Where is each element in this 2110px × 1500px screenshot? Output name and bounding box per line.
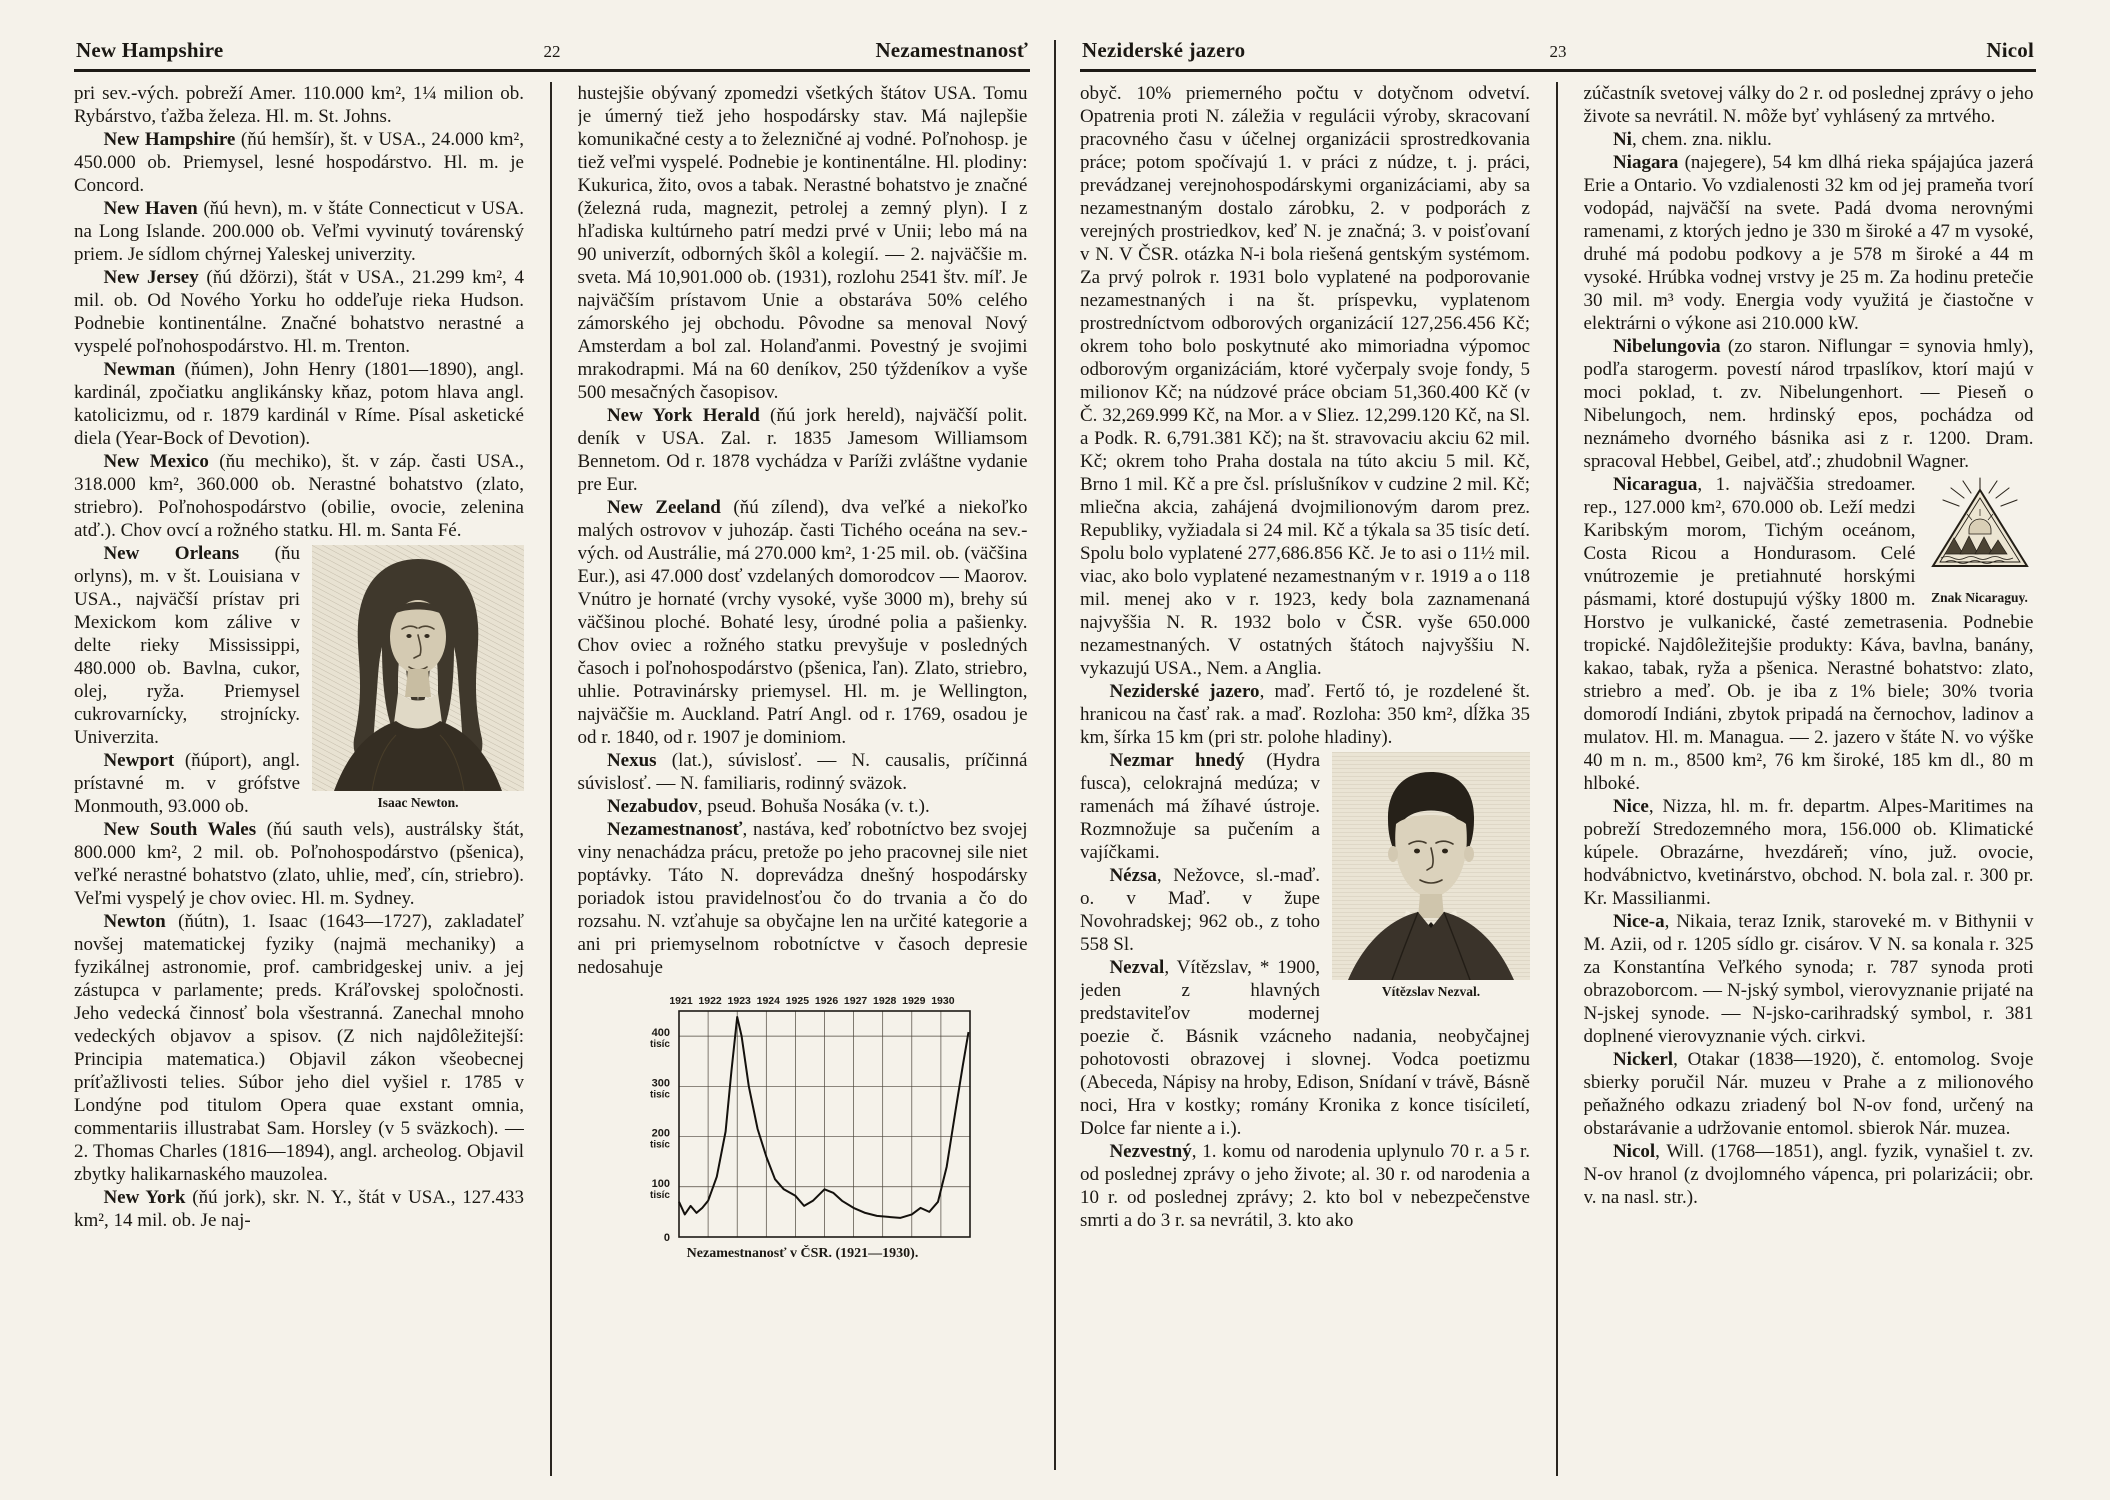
entry-paragraph: Nezabudov, pseud. Bohuša Nosáka (v. t.). <box>606 796 930 817</box>
entry-paragraph: Nicaragua, 1. najväčšia stredoamer. rep., 127.000 km², 670.000 ob. Leží medzi Karibským morom, Tichým oceánom, Costa Ricou a Hondurasom. Celé vnútrozemie je pretiahnuté horskými pásmami, ktoré dostupujú výšky 1800 m. Horstvo je vulkanické, časté zemetrasenia. Podnebie tropické. Najdôležitejšie produkty: Káva, bavlna, banány, kakao, tabak, ryža a pšenica. Nerastné bohatstvo: zlato, striebro a meď. Ob. je iba z 1% biele; 30% tvoria domorodí Indiáni, zbytok pripadá na černochov, ladinov a mulatov. Hl. m. Managua. — 2. jazero v štáte N. vo výške 40 m n. m., 8500 km², 76 km široké, 185 km dl., 80 m hlboké. <box>1583 474 2034 794</box>
entry-paragraph: New Haven (ňú hevn), m. v štáte Connecticut v USA. na Long Islande. 200.000 ob. Veľmi vyvinutý továrenský priem. Je sídlom chýrnej Yaleskej univerzity. <box>74 198 524 265</box>
entry-paragraph: obyč. 10% priemerného počtu v dotyčnom odvetví. Opatrenia proti N. záležia v regulácii výroby, skracovaní pracovného času v účelnej organizácii sprostredkovania práce; potom spočívajú 1. v práci z núdze, t. j. práci, prevádzanej verejnohospodárskymi organizáciami, aby sa nezamestnaným dostalo zárobku, 2. v podporách z verejných prostriedkov, keď N. je značná; 3. v poisťovaní v N. V ČSR. otázka N-i bola riešená gentským systémom. Za prvý polrok r. 1931 bolo vyplatené na podporovanie nezamestnaných i na št. príspevku, vyplatenom prostredníctvom odborových organizácií 127,256.456 Kč; okrem toho bolo poskytnuté ako mimoriadna výpomoc odborovým organizáciám, ktoré vyčerpaly svoje fondy, 5 milionov Kč; na núdzové práce obciam 51,360.400 Kč (v Č. 32,269.999 Kč, na Mor. a v Sliez. 12,299.120 Kč, na Sl. a Podk. R. 6,791.381 Kč); na št. stravovaciu akciu 62 mil. Kč; okrem toho Praha dostala na túto akciu 5 mil. Kč, Brno 1 mil. Kč a pre čsl. príslušníkov v cudzine 2 mil. Kč; mliečna akcia, zahájená dvojmilionovým darom prez. Republiky, vyžiadala si 24 mil. Kč a týkala sa 35 tisíc detí. Spolu bolo vyplatené 277,686.856 Kč. Je to asi o 11½ mil. viac, ako bolo vyplatené nezamestnaným v r. 1919 a o 118 mil. menej ako v r. 1923, kedy bola zaznamenaná najvyššia N. R. 1932 bolo v ČSR. vyše 650.000 nezamestnaných. V ostatných štátoch najvyššiu N. vykazujú USA., Nem. a Anglia. <box>1080 83 1530 679</box>
entry-headword: Nézsa <box>1109 865 1157 886</box>
svg-text:400: 400 <box>651 1027 670 1040</box>
newton-neck <box>405 669 431 697</box>
svg-text:300: 300 <box>651 1077 670 1090</box>
running-header-left: New Hampshire <box>76 38 224 62</box>
entry-paragraph: Nexus (lat.), súvislosť. — N. causalis, príčinná súvislosť. — N. familiaris, rodinný sväzok. <box>577 750 1028 794</box>
entry-paragraph: Nickerl, Otakar (1838—1920), č. entomolog. Svoje sbierky poručil Nár. muzeu v Prahe a z milionového peňažného odkazu zriadený bol N-ov fond, určený na obstarávanie a udržovanie entomol. sbierok Nár. muzea. <box>1583 1049 2034 1139</box>
entry-paragraph: Nezvestný, 1. komu od narodenia uplynulo 70 r. a 5 r. od poslednej zprávy o jeho živote; al. 30 r. od narodenia a 10 r. od poslednej zprávy; 2. kto bol v nebezpečenstve smrti a do 3 r. sa nevrátil, 3. kto ako <box>1080 1141 1530 1231</box>
svg-text:tisíc: tisíc <box>649 1189 670 1201</box>
svg-text:tisíc: tisíc <box>649 1089 670 1101</box>
nicaragua-arms-figure <box>1926 476 2034 606</box>
entry-headword: Nicaragua <box>1612 474 1698 495</box>
entry-headword: Nezamestnanosť <box>606 819 743 840</box>
svg-text:1926: 1926 <box>814 995 838 1007</box>
entry-paragraph: Newman (ňúmen), John Henry (1801—1890), angl. kardinál, zpočiatku anglikánsky kňaz, potom hlava angl. katolicizmu, od r. 1879 kardinál v Ríme. Písal asketické diela (Year-Bock of Devotion). <box>74 359 524 449</box>
entry-headword: Nickerl <box>1612 1049 1674 1070</box>
entry-paragraph: zúčastník svetovej války do 2 r. od poslednej zprávy o jeho živote sa nevrátil. N. môže byť vyhlásený za mrtvého. <box>1583 83 2034 127</box>
entry-headword: Nice <box>1612 796 1649 817</box>
entry-headword: New York <box>103 1187 186 1208</box>
entry-headword: Nicol <box>1612 1141 1656 1162</box>
entry-headword: Nice-a <box>1612 911 1665 932</box>
svg-text:1927: 1927 <box>843 995 867 1007</box>
entry-paragraph: hustejšie obývaný zpomedzi všetkých štátov USA. Tomu je úmerný tiež jeho hospodársky stav. Má najlepšie komunikačné cesty a to železničné aj vodné. Poľnohosp. je tiež veľmi vyspelé. Podnebie je kontinentálne. Hl. plodiny: Kukurica, žito, ovos a tabak. Nerastné bohatstvo je značné (železná ruda, magnezit, petrolej a zemný plyn). I z hľadiska kultúrneho patrí medzi prvé v Unii; lebo má na 90 univerzít, odborných škôl a kolegií. — 2. najväčšie m. sveta. Má 10,901.000 ob. (1931), rozlohu 2541 štv. míľ. Je najväčším prístavom Unie a obstaráva 50% celého zámorského jej obchodu. Pôvodne sa menoval Nový Amsterdam a bol zal. Holanďanmi. Povestný je svojimi mrakodrapmi. Má na 60 deníkov, 250 týždeníkov a vyše 500 mesačných časopisov. <box>577 83 1028 403</box>
right-page-column-2 <box>1584 82 2034 1476</box>
svg-text:100: 100 <box>651 1177 670 1190</box>
entry-paragraph: Neziderské jazero, maď. Fertő tó, je rozdelené št. hranicou na časť rak. a maď. Rozloha: 350 km², dĺžka 35 km, šírka 15 km (pri str. polohe hladiny). <box>1080 681 1530 748</box>
entry-paragraph: Nezval, Vítězslav, * 1900, jeden z hlavných predstaviteľov modernej poezie č. Básnik vzácneho nadania, neobyčajnej pohotovosti obrazovej i slovnej. Vodca poetizmu (Abeceda, Nápisy na hroby, Edison, Snídaní v trávě, Básně noci, Hra v kostky; romány Kronika z konce tisíciletí, Dolce far niente a i.). <box>1080 957 1530 1139</box>
entry-headword: Niagara <box>1612 152 1679 173</box>
vitezslav-nezval-figure <box>1332 752 1530 1000</box>
page-body <box>1080 72 2036 1476</box>
entry-headword: New Mexico <box>103 451 209 472</box>
entry-headword: New Haven <box>103 198 198 219</box>
entry-paragraph: New York (ňú jork), skr. N. Y., štát v USA., 127.433 km², 14 mil. ob. Je naj- <box>74 1187 524 1231</box>
entry-paragraph: New Zeeland (ňú zílend), dva veľké a niekoľko malých ostrovov v juhozáp. časti Tichého oceána na sev.-vých. od Austrálie, má 270.000 km², 1·25 mil. ob. (väčšina Eur.), asi 47.000 dosť vzdelaných domorodcov — Maorov. Vnútro je hornaté (vrchy vysoké, vyše 3000 m), brehy sú väčšinou ploché. Bohaté lesy, úrodné polia a pašienky. Chov oviec a rožného statku prevyšuje v posledných časoch i poľnohospodárstvo (pšenica, ľan). Zlato, striebro, uhlie. Potravinársky priemysel. Hl. m. je Wellington, najväčšie m. Auckland. Patrí Angl. od r. 1769, osadou je od r. 1840, od r. 1907 je dominiom. <box>577 497 1028 748</box>
entry-headword: New South Wales <box>103 819 257 840</box>
page-right <box>1080 38 2036 1476</box>
svg-text:0: 0 <box>663 1232 670 1243</box>
svg-text:tisíc: tisíc <box>649 1039 670 1051</box>
svg-text:1925: 1925 <box>785 995 809 1007</box>
running-header <box>74 38 1030 72</box>
entry-paragraph: Nicol, Will. (1768—1851), angl. fyzik, vynašiel t. zv. N-ov hranol (z dvojlomného vápenca, pri polarizácii; obr. v. na nasl. str.). <box>1583 1141 2034 1208</box>
nicaragua-coat-of-arms <box>1927 476 2033 586</box>
unemployment-chart <box>631 991 975 1243</box>
running-header-right: Nicol <box>1986 38 2034 62</box>
entry-paragraph: New York Herald (ňú jork hereld), najväčší polit. deník v USA. Zal. r. 1835 Jamesom Williamsom Bennetom. Od r. 1878 vychádza v Paríži zvláštne vydanie pre Eur. <box>577 405 1028 495</box>
page-number: 22 <box>543 42 561 61</box>
right-page-column-1 <box>1080 82 1530 1476</box>
page-number: 23 <box>1549 42 1567 61</box>
nezval-neck <box>1418 894 1444 918</box>
svg-text:1923: 1923 <box>727 995 751 1007</box>
svg-text:1929: 1929 <box>901 995 925 1007</box>
left-page-column-2 <box>578 82 1028 1476</box>
entry-paragraph: Newport (ňúport), angl. prístavné m. v grófstve Monmouth, 93.000 ob. <box>74 750 300 817</box>
page-divider <box>1054 40 1056 1470</box>
vitezslav-nezval-portrait <box>1332 752 1530 980</box>
entry-headword: Newton <box>103 911 166 932</box>
entry-paragraph: Nice, Nizza, hl. m. fr. departm. Alpes-Maritimes na pobreží Stredozemného mora, 156.000 ob. Klimatické kúpele. Obrazárne, hvezdáreň; víno, juž. ovocie, hodvábnictvo, kvetinárstvo, obchod. N. bola zal. r. 300 pr. Kr. Massilianmi. <box>1583 796 2034 909</box>
entry-headword: New Orleans <box>103 543 240 564</box>
entry-headword: New York Herald <box>606 405 760 426</box>
entry-headword: Nexus <box>606 750 657 771</box>
svg-text:1924: 1924 <box>756 995 780 1007</box>
entry-paragraph: New Mexico (ňu mechiko), št. v záp. časti USA., 318.000 km², 360.000 ob. Nerastné bohatstvo (zlato, striebro). Poľnohospodárstvo (obilie, ovocie, zelenina atď.). Chov ovcí a rožného statku. Hl. m. Santa Fé. <box>74 451 524 541</box>
entry-paragraph: Nézsa, Nežovce, sl.-maď. o. v Maď. v župe Novohradskej; 962 ob., z toho 558 Sl. <box>1080 865 1320 955</box>
svg-text:1928: 1928 <box>872 995 896 1007</box>
running-header-right: Nezamestnanosť <box>875 38 1028 62</box>
running-header-left: Neziderské jazero <box>1082 38 1246 62</box>
entry-headword: Nezmar hnedý <box>1109 750 1245 771</box>
isaac-newton-figure <box>312 545 524 811</box>
entry-headword: Newport <box>103 750 175 771</box>
page-left <box>74 38 1030 1476</box>
left-page-column-1 <box>74 82 524 1476</box>
figure-caption: Znak Nicaraguy. <box>1931 590 2028 605</box>
entry-headword: Nezabudov <box>606 796 698 817</box>
entry-paragraph: Ni, chem. zna. niklu. <box>1612 129 1772 150</box>
svg-text:1930: 1930 <box>930 995 955 1007</box>
entry-headword: Nibelungovia <box>1612 336 1721 357</box>
entry-headword: New Jersey <box>103 267 199 288</box>
column-divider <box>550 82 552 1476</box>
entry-paragraph: Nezmar hnedý (Hydra fusca), celokrajná medúza; v ramenách má žíhavé ústroje. Rozmnožuje sa pučením a vajíčkami. <box>1080 750 1321 863</box>
entry-paragraph: Nibelungovia (zo staron. Niflungar = synovia hmly), podľa starogerm. povestí národ trpaslíkov, ktorí majú v moci poklad, t. zv. Nibelungenhort. — Pieseň o Nibelungoch, nem. hrdinský epos, pochádza od neznámeho dvorného básnika asi z r. 1200. Dram. spracoval Hebbel, Geibel, atď.; zhudobnil Wagner. <box>1583 336 2034 472</box>
entry-paragraph: pri sev.-vých. pobreží Amer. 110.000 km², 1¼ milion ob. Rybárstvo, ťažba železa. Hl. m. St. Johns. <box>74 83 524 127</box>
entry-paragraph: Nice-a, Nikaia, teraz Iznik, staroveké m. v Bithynii v M. Azii, od r. 1205 sídlo gr. cisárov. V N. sa konala r. 325 za Konstantína Veľkého synoda; r. 787 synoda proti obrazoborcom. — N-jský symbol, vierovyznanie prijaté na N-jskej synode. — N-jsko-carihradský symbol, r. 381 doplnené vierovyznanie vých. cirkvi. <box>1583 911 2034 1047</box>
figure-caption: Vítězslav Nezval. <box>1381 984 1481 999</box>
svg-text:1922: 1922 <box>697 995 722 1007</box>
running-header <box>1080 38 2036 72</box>
entry-paragraph: New Jersey (ňú džörzi), štát v USA., 21.299 km², 4 mil. ob. Od Nového Yorku ho oddeľuje rieka Hudson. Podnebie kontinentálne. Značné bohatstvo nerastné a vyspelé poľnohospodárstvo. Hl. m. Trenton. <box>74 267 524 357</box>
entry-headword: Nezval <box>1109 957 1165 978</box>
entry-paragraph: Nezamestnanosť, nastáva, keď robotníctvo bez svojej viny nenachádza prácu, pretože po jeho pracovnej sile niet poptávky. Táto N. doprevádza dnešný hospodársky poriadok istou pravidelnosťou čo do trvania a čo do rozsahu. N. vzťahuje sa obyčajne len na určité kategorie a ani pri priemyselnom robotníctve v časoch depresie nedosahuje <box>577 819 1028 978</box>
entry-headword: Ni <box>1612 129 1632 150</box>
svg-text:1921: 1921 <box>668 995 693 1007</box>
entry-paragraph: New Orleans (ňu orlyns), m. v št. Louisiana v USA., najväčší prístav pri Mexickom kom zálive v delte rieky Mississippi, 480.000 ob. Bavlna, cukor, olej, ryža. Priemysel cukrovarnícky, strojnícky. Univerzita. <box>74 543 300 748</box>
column-divider <box>1556 82 1558 1476</box>
entry-headword: New Hampshire <box>103 129 236 150</box>
chart-caption: Nezamestnanosť v ČSR. (1921—1930). <box>686 1246 919 1261</box>
figure-caption: Isaac Newton. <box>377 795 459 810</box>
isaac-newton-portrait <box>312 545 524 791</box>
unemployment-chart-figure <box>630 991 976 1262</box>
entry-headword: Nezvestný <box>1109 1141 1192 1162</box>
entry-paragraph: Niagara (najegere), 54 km dlhá rieka spájajúca jazerá Erie a Ontario. Vo vzdialenosti 32 km od jej prameňa tvorí vodopád, najväčší na svete. Padá dvoma nerovnými ramenami, z ktorých jedno je 330 m široké a 47 m vysoké, druhé má podobu podkovy a je 578 m široké a 44 m vysoké. Hrúbka vodnej vrstvy je 25 m. Za hodinu pretečie 30 mil. m³ vody. Energia vody využitá je čiastočne v elektrárni o výkone asi 210.000 kW. <box>1583 152 2034 334</box>
svg-text:200: 200 <box>651 1127 670 1140</box>
entry-paragraph: New South Wales (ňú sauth vels), austrálsky štát, 800.000 km², 2 mil. ob. Poľnohospodárstvo (pšenica), veľké nerastné bohatstvo (zlato, uhlie, meď, cín, striebro). Veľmi vyspelý je chov oviec. Hl. m. Sydney. <box>74 819 524 909</box>
entry-headword: New Zeeland <box>606 497 721 518</box>
two-page-spread <box>74 38 2036 1476</box>
entry-paragraph: New Hampshire (ňú hemšír), št. v USA., 24.000 km², 450.000 ob. Priemysel, lesné hospodárstvo. Hl. m. je Concord. <box>74 129 524 196</box>
entry-headword: Newman <box>103 359 176 380</box>
entry-headword: Neziderské jazero <box>1109 681 1260 702</box>
entry-paragraph: Newton (ňútn), 1. Isaac (1643—1727), zakladateľ novšej matematickej fyziky (najmä mechaniky) a fyzikálnej astronomie, prof. cambridgeskej univ. a jej zástupca v parlamente; preds. Kráľovskej spoločnosti. Jeho vedecká činnosť bola všestranná. Zanechal mnoho vedeckých objavov a spisov. (Z nich najdôležitejší: Principia matematica.) Objavil zákon všeobecnej príťažlivosti telies. Súbor jeho diel vyšiel r. 1785 v Londýne pod titulom Opera quae exstant omnia, commentariis illustrabat Sam. Horsley (v 5 sväzkoch). — 2. Thomas Charles (1816—1894), angl. archeolog. Objavil zbytky halikarnaského mauzolea. <box>74 911 524 1185</box>
page-body <box>74 72 1030 1476</box>
svg-text:tisíc: tisíc <box>649 1139 670 1151</box>
